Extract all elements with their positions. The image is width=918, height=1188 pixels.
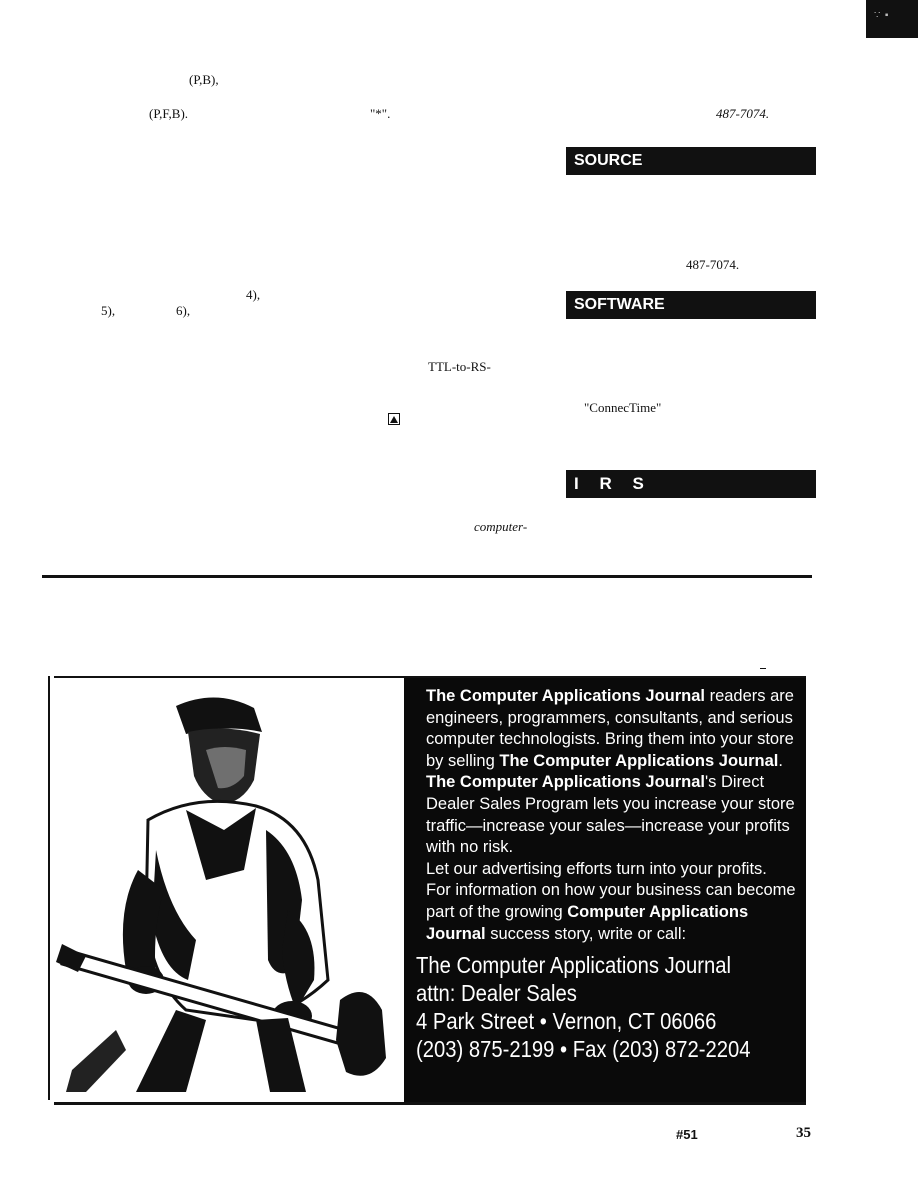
ad-p4-end: success story, write or call: — [485, 924, 687, 943]
fragment-pfb: (P,F,B). — [149, 106, 189, 121]
fragment-fig6: 6), — [176, 303, 191, 318]
ad-p4-bold: Computer Applications Journal — [426, 902, 749, 943]
dash-mark — [760, 668, 766, 669]
fragment-phone-plain: 487-7074. — [686, 257, 740, 272]
fragment-fig5: 5), — [101, 303, 116, 318]
issue-number: #51 — [676, 1127, 698, 1142]
ad-p1-end: . — [778, 751, 783, 770]
fragment-fig4: 4), — [246, 287, 261, 302]
ad-address-block — [416, 951, 803, 1063]
fragment-ttl: TTL-to-RS- — [428, 359, 491, 374]
ad-address-line-1: The Computer Applications Journal — [416, 952, 732, 979]
fragment-connectime: "ConnecTime" — [584, 400, 662, 415]
section-header-irs: I R S — [566, 470, 816, 498]
ad-left-border — [48, 676, 50, 1100]
ad-paragraph-4 — [416, 880, 798, 945]
ad-text-panel — [404, 678, 806, 1102]
ad-p1-bold2: The Computer Applications Journal — [499, 751, 779, 770]
section-header-software: SOFTWARE — [566, 291, 816, 319]
end-mark-icon — [388, 413, 400, 425]
fragment-pb: (P,B), — [189, 72, 219, 87]
ad-p2-bold: The Computer Applications Journal — [426, 773, 705, 792]
ad-paragraph-1 — [416, 686, 798, 772]
ad-paragraph-2 — [416, 772, 798, 858]
horizontal-rule — [42, 575, 812, 578]
ad-p1-bold: The Computer Applications Journal — [426, 687, 705, 705]
section-header-source: SOURCE — [566, 147, 816, 175]
ad-bottom-border — [54, 1102, 806, 1105]
ad-paragraph-3: Let our advertising efforts turn into your profits. — [426, 859, 767, 878]
page-number: 35 — [796, 1125, 811, 1141]
ad-address-line-4: (203) 875-2199 • Fax (203) 872-2204 — [416, 1036, 751, 1063]
ad-address-line-2: attn: Dealer Sales — [416, 980, 577, 1007]
fragment-quote-star: "*". — [370, 106, 391, 121]
ad-p4-text: For information on how your business can become part of the growing — [426, 881, 796, 921]
fragment-phone-italic: 487-7074. — [716, 106, 770, 121]
page-corner-tab: ∵ ▪ — [866, 0, 918, 38]
ad-p1-text: readers are engineers, programmers, consultants, and serious computer technologists. Bring them into your store by selling — [426, 687, 794, 770]
fragment-computer: computer- — [474, 519, 528, 534]
worker-with-sledgehammer-illustration — [56, 680, 404, 1102]
ad-p2-text: 's Direct Dealer Sales Program lets you increase your store traffic—increase your sales—increase your profits with no risk. — [426, 773, 795, 857]
ad-address-line-3: 4 Park Street • Vernon, CT 06066 — [416, 1008, 717, 1035]
